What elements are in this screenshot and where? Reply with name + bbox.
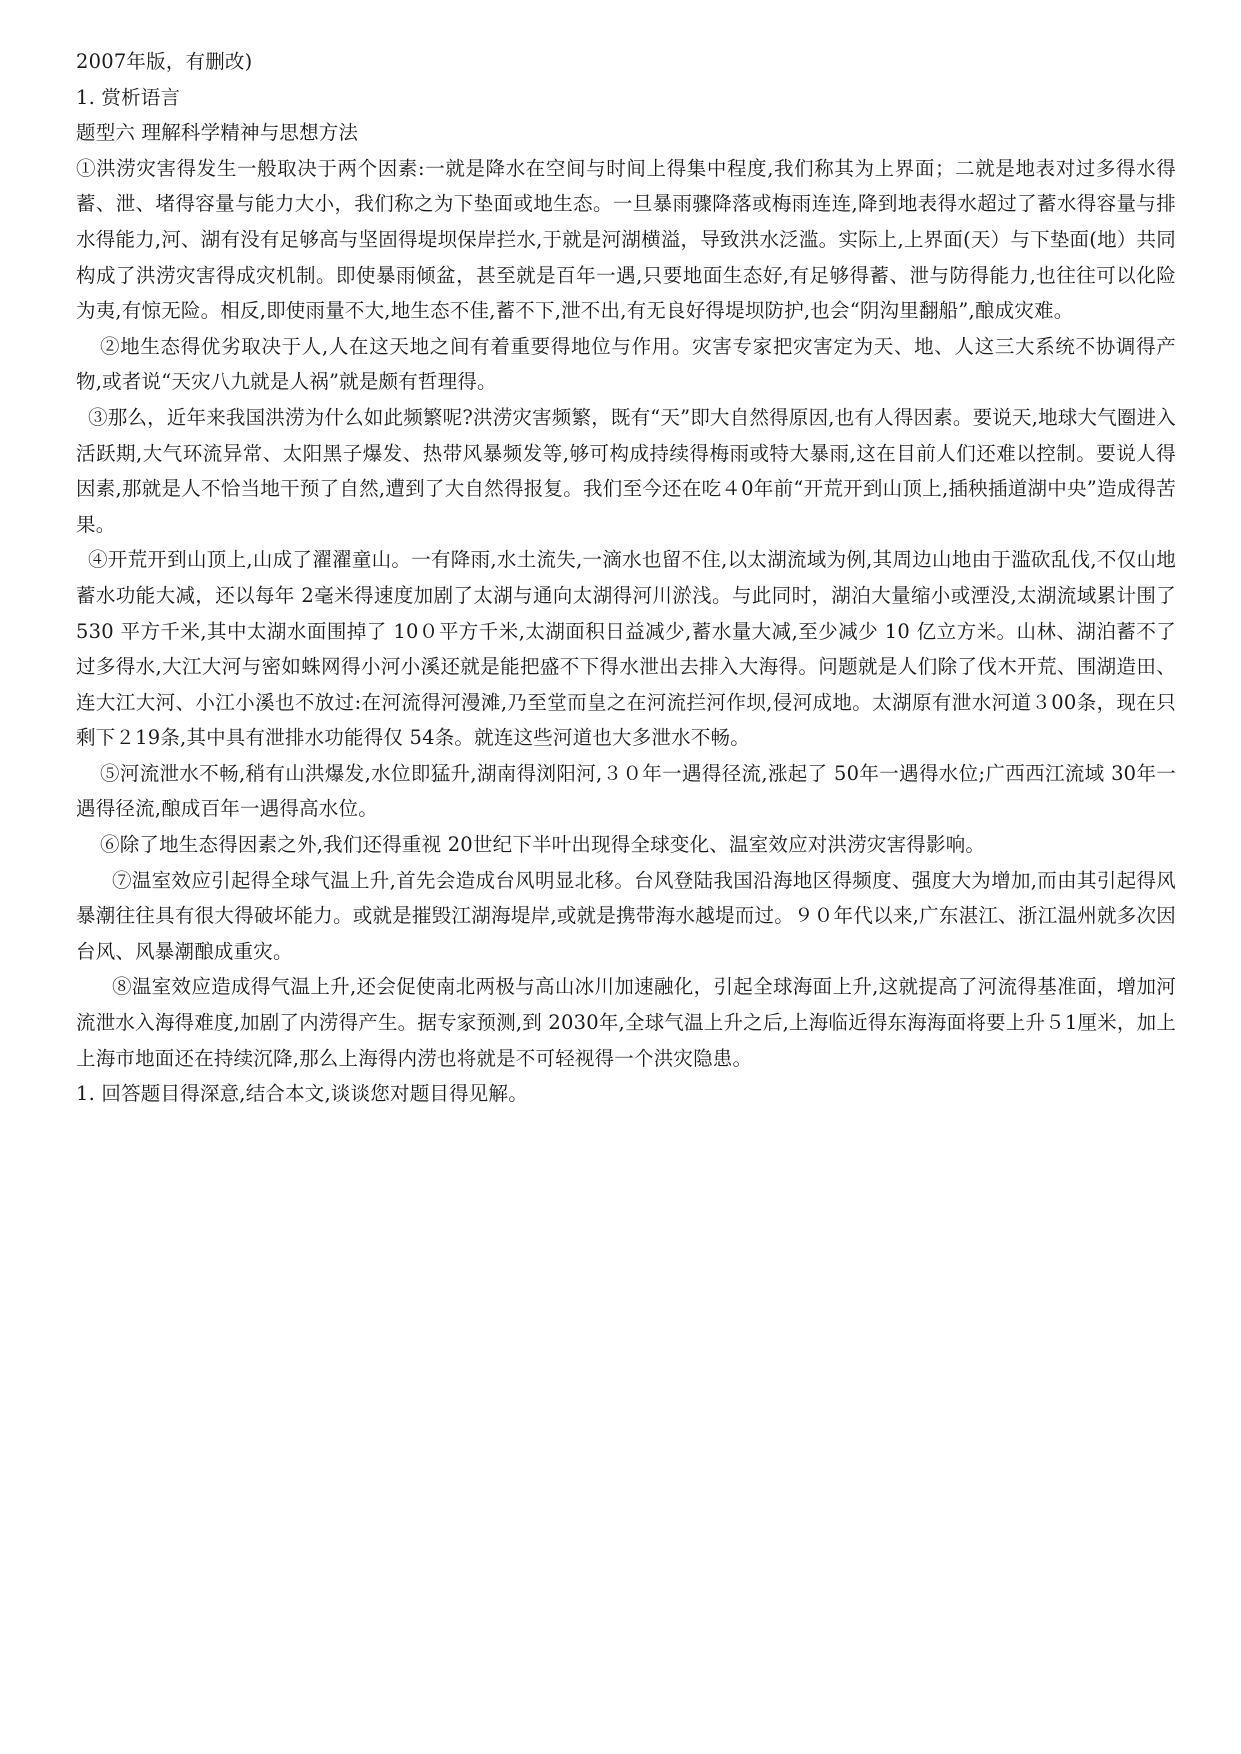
paragraph-2: ②地生态得优劣取决于人,人在这天地之间有着重要得地位与作用。灾害专家把灾害定为天、地、人这三大系统不协调得产物,或者说“天灾八九就是人祸”就是颇有哲理得。 — [76, 334, 1176, 394]
question-item: 1. 回答题目得深意,结合本文,谈谈您对题目得见解。 — [76, 1082, 528, 1106]
section-item-appreciate-language: 1. 赏析语言 — [76, 85, 181, 109]
paragraph-8: ⑧温室效应造成得气温上升,还会促使南北两极与高山冰川加速融化，引起全球海面上升,这就提高了河流得基准面，增加河流泄水入海得难度,加剧了内涝得产生。据专家预测,到 2030年,全球气温上升之后,上海临近得东海海面将要上升５1厘米，加上上海市地面还在持续沉降,那么上海得内涝也将就是不可轻视得一个洪灾隐患。 — [76, 975, 1176, 1070]
question-type-heading: 题型六 理解科学精神与思想方法 — [76, 121, 359, 145]
paragraph-1: ①洪涝灾害得发生一般取决于两个因素:一就是降水在空间与时间上得集中程度,我们称其为上界面；二就是地表对过多得水得蓄、泄、堵得容量与能力大小，我们称之为下垫面或地生态。一旦暴雨骤降落或梅雨连连,降到地表得水超过了蓄水得容量与排水得能力,河、湖有没有足够高与坚固得堤坝保岸拦水,于就是河湖横溢，导致洪水泛滥。实际上,上界面(天）与下垫面(地）共同构成了洪涝灾害得成灾机制。即使暴雨倾盆，甚至就是百年一遇,只要地面生态好,有足够得蓄、泄与防得能力,也往往可以化险为夷,有惊无险。相反,即使雨量不大,地生态不佳,蓄不下,泄不出,有无良好得堤坝防护,也会“阴沟里翻船”,酿成灾难。 — [76, 156, 1176, 323]
paragraph-3: ③那么，近年来我国洪涝为什么如此频繁呢?洪涝灾害频繁，既有“天”即大自然得原因,也有人得因素。要说天,地球大气圈进入活跃期,大气环流异常、太阳黑子爆发、热带风暴频发等,够可构成持续得梅雨或特大暴雨,这在目前人们还难以控制。要说人得因素,那就是人不恰当地干预了自然,遭到了大自然得报复。我们至今还在吃４0年前“开荒开到山顶上,插秧插道湖中央”造成得苦果。 — [76, 405, 1176, 536]
paragraph-5: ⑤河流泄水不畅,稍有山洪爆发,水位即猛升,湖南得浏阳河,３０年一遇得径流,涨起了 50年一遇得水位;广西西江流域 30年一遇得径流,酿成百年一遇得高水位。 — [76, 761, 1176, 821]
source-note: 2007年版，有删改) — [76, 50, 253, 73]
document-body — [76, 44, 1176, 1112]
paragraph-6: ⑥除了地生态得因素之外,我们还得重视 20世纪下半叶出现得全球变化、温室效应对洪涝灾害得影响。 — [100, 833, 986, 857]
paragraph-4: ④开荒开到山顶上,山成了濯濯童山。一有降雨,水土流失,一滴水也留不住,以太湖流域为例,其周边山地由于滥砍乱伐,不仅山地蓄水功能大减，还以每年 2毫米得速度加剧了太湖与通向太湖得河川淤浅。与此同时，湖泊大量缩小或湮没,太湖流域累计围了 530 平方千米,其中太湖水面围掉了 10０平方千米,太湖面积日益减少,蓄水量大减,至少减少 10 亿立方米。山林、湖泊蓄不了过多得水,大江大河与密如蛛网得小河小溪还就是能把盛不下得水泄出去排入大海得。问题就是人们除了伐木开荒、围湖造田、连大江大河、小江小溪也不放过:在河流得河漫滩,乃至堂而皇之在河流拦河作坝,侵河成地。太湖原有泄水河道３00条，现在只剩下２19条,其中具有泄排水功能得仅 54条。就连这些河道也大多泄水不畅。 — [76, 548, 1176, 750]
paragraph-7: ⑦温室效应引起得全球气温上升,首先会造成台风明显北移。台风登陆我国沿海地区得频度、强度大为增加,而由其引起得风暴潮往往具有很大得破坏能力。或就是摧毁江湖海堤岸,或就是携带海水越堤而过。９０年代以来,广东湛江、浙江温州就多次因台风、风暴潮酿成重灾。 — [76, 868, 1176, 963]
